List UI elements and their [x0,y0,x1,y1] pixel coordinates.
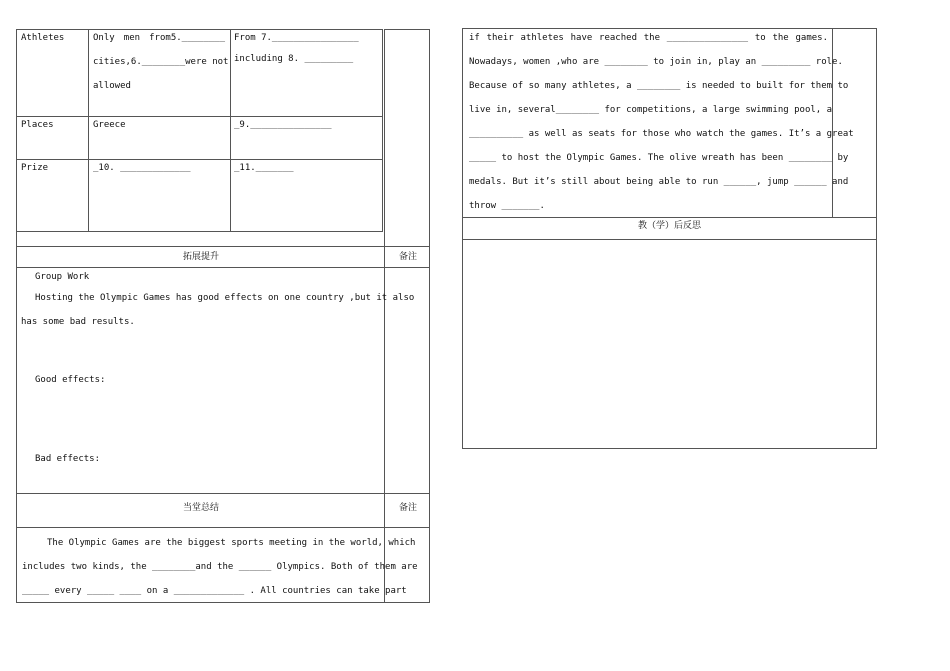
summary-header-row [16,493,430,528]
prize-col2: _10. _____________ [93,163,191,173]
extension-prompt-line2: has some bad results. [21,317,135,327]
extension-prompt-line1: Hosting the Olympic Games has good effects on one country ,but it also [35,293,415,303]
athletes-col3-line2: including 8. _________ [234,54,354,64]
extension-heading: 拓展提升 [182,252,219,262]
reflection-heading: 教（学）后反思 [637,221,701,231]
passage-line-3: Because of so many athletes, a ________ is needed to built for them to [469,81,849,91]
passage-line-8: throw _______. [469,201,545,211]
info-table-divider-1 [88,30,89,231]
info-table [16,29,383,232]
good-effects-label: Good effects: [35,375,106,385]
passage-line-7: medals. But it’s still about being able to run ______, jump ______ and [469,177,849,187]
passage-line-4: live in, several________ for competitions, a large swimming pool, a [469,105,833,115]
info-table-row-divider-2 [17,159,382,160]
extension-note-label: 备注 [398,252,417,262]
group-work-label: Group Work [35,272,90,282]
summary-note-label: 备注 [398,503,417,513]
passage-line-1: if their athletes have reached the _______________ to the games. [469,33,828,43]
passage-line-2: Nowadays, women ,who are ________ to join in, play an _________ role. [469,57,843,67]
left-note-column-top [384,29,430,247]
info-table-divider-2 [230,30,231,231]
extension-body [16,267,430,494]
places-col3: _9._______________ [234,120,332,130]
athletes-col2-line2: cities,6.________were not [93,57,229,67]
summary-heading: 当堂总结 [182,503,219,513]
right-passage-frame [462,28,877,218]
athletes-col2-line3: allowed [93,81,131,91]
summary-body [16,527,430,603]
reflection-body [462,239,877,449]
summary-line-1: The Olympic Games are the biggest sports meeting in the world, which [47,538,416,548]
extension-header-row [16,246,430,268]
summary-line-2: includes two kinds, the ________and the ______ Olympics. Both of them are [22,562,418,572]
passage-line-5: __________ as well as seats for those who watch the games. It’s a great [469,129,854,139]
bad-effects-label: Bad effects: [35,454,101,464]
row-label-athletes: Athletes [21,33,65,43]
row-label-places: Places [21,120,54,130]
info-table-row-divider-1 [17,116,382,117]
summary-line-3: _____ every _____ ____ on a _____________ . All countries can take part [22,586,407,596]
row-label-prize: Prize [21,163,49,173]
passage-line-6: _____ to host the Olympic Games. The olive wreath has been ________ by [469,153,849,163]
places-col2: Greece [93,120,126,130]
prize-col3: _11._______ [234,163,294,173]
reflection-header-row [462,217,877,240]
athletes-col2-line1: Only men from5.________ [93,33,225,43]
athletes-col3-line1: From 7.________________ [234,33,359,43]
